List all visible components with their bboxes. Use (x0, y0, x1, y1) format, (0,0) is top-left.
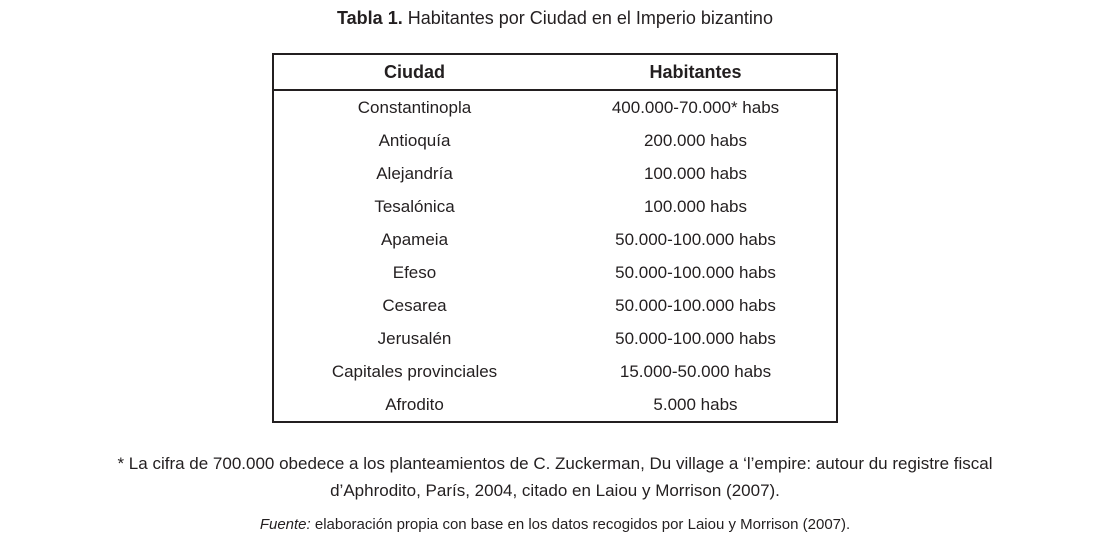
table-row (273, 223, 837, 256)
table-row (273, 90, 837, 124)
cell-ciudad: Alejandría (376, 163, 453, 183)
cell-ciudad: Apameia (380, 229, 449, 249)
cell-habitantes: 50.000-100.000 habs (615, 262, 776, 282)
table-row (273, 355, 837, 388)
cell-ciudad: Capitales provinciales (331, 361, 498, 381)
cell-habitantes: 50.000-100.000 habs (615, 295, 776, 315)
table-title (0, 8, 1110, 29)
header-habitantes: Habitantes (555, 54, 837, 90)
table-row (273, 124, 837, 157)
cell-ciudad: Cesarea (382, 295, 447, 315)
cell-ciudad: Afrodito (385, 394, 444, 414)
cell-habitantes: 400.000-70.000* habs (611, 97, 780, 117)
table-row (273, 289, 837, 322)
cell-habitantes: 15.000-50.000 habs (619, 361, 772, 381)
population-table (272, 53, 838, 423)
table-row (273, 388, 837, 422)
cell-ciudad: Jerusalén (377, 328, 452, 348)
source-note (0, 516, 1110, 533)
header-ciudad: Ciudad (273, 54, 555, 90)
table-row (273, 190, 837, 223)
cell-habitantes: 200.000 habs (643, 130, 748, 150)
cell-habitantes: 50.000-100.000 habs (615, 328, 776, 348)
table-row (273, 322, 837, 355)
cell-ciudad: Efeso (392, 262, 437, 282)
table-row (273, 157, 837, 190)
footnote (0, 450, 1110, 504)
footnote-line: * La cifra de 700.000 obedece a los planteamientos de C. Zuckerman, Du village a ‘l’empire: autour du registre fiscal (117, 454, 993, 473)
source-label: Fuente: (259, 516, 311, 533)
cell-ciudad: Constantinopla (357, 97, 472, 117)
cell-habitantes: 50.000-100.000 habs (615, 229, 776, 249)
cell-ciudad: Antioquía (378, 130, 451, 150)
table-row (273, 256, 837, 289)
footnote-line: d’Aphrodito, París, 2004, citado en Laiou y Morrison (2007). (330, 481, 780, 500)
cell-ciudad: Tesalónica (374, 196, 455, 216)
table-title-text: Habitantes por Ciudad en el Imperio bizantino (407, 8, 773, 28)
source-text: elaboración propia con base en los datos recogidos por Laiou y Morrison (2007). (310, 516, 851, 533)
cell-habitantes: 100.000 habs (643, 163, 748, 183)
table-label: Tabla 1. (337, 8, 403, 28)
cell-habitantes: 5.000 habs (653, 394, 738, 414)
cell-habitantes: 100.000 habs (643, 196, 748, 216)
header-row (273, 54, 837, 90)
